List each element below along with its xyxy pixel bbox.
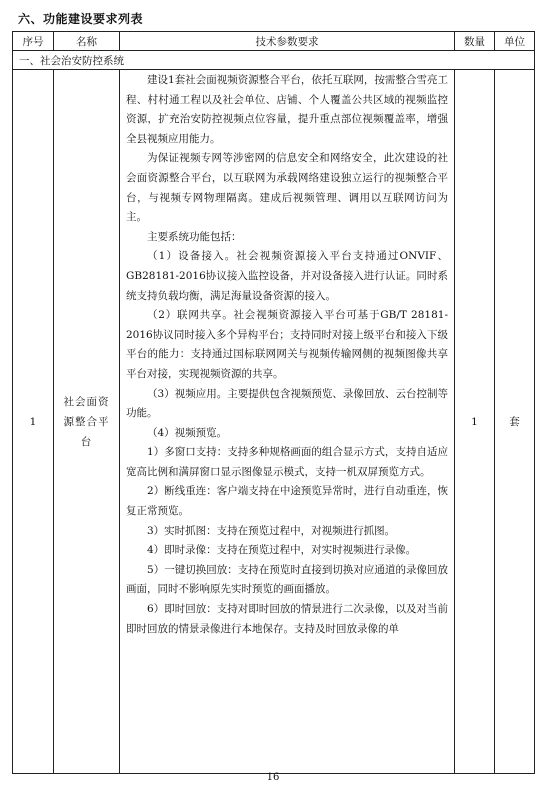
tech-paragraph: 主要系统功能包括： bbox=[147, 230, 242, 243]
section-label: 一、社会治安防控系统 bbox=[13, 51, 535, 70]
header-tech-params: 技术参数要求 bbox=[120, 32, 455, 51]
tech-paragraph: （1）设备接入。社会视频资源接入平台支持通过ONVIF、GB28181-2016协议接入监控设备，并对设备接入进行认证。同时系统支持负载均衡，满足海量设备资源的接入。 bbox=[126, 250, 448, 302]
tech-paragraph: 2）断线重连：客户端支持在中途预览异常时，进行自动重连，恢复正常预览。 bbox=[126, 485, 448, 518]
row-tech-params bbox=[120, 70, 455, 774]
tech-paragraph: 6）即时回放：支持对即时回放的情景进行二次录像，以及对当前即时回放的情景录像进行本地保存。支持及时回放录像的单 bbox=[126, 603, 448, 635]
row-unit: 套 bbox=[495, 70, 535, 774]
header-unit: 单位 bbox=[495, 32, 535, 51]
row-index: 1 bbox=[13, 70, 54, 774]
tech-paragraph: （2）联网共享。社会视频资源接入平台可基于GB/T 28181-2016协议同时接入多个异构平台；支持同时对接上级平台和接入下级平台的能力：支持通过国标联网网关与视频传输网侧的视频图像共享平台对接，实现视频资源的共享。 bbox=[126, 309, 448, 380]
header-quantity: 数量 bbox=[455, 32, 495, 51]
section-row bbox=[13, 51, 535, 70]
tech-paragraph: （3）视频应用。主要提供包含视频预览、录像回放、云台控制等功能。 bbox=[126, 387, 448, 420]
table-header-row bbox=[13, 32, 535, 51]
table-row bbox=[13, 70, 535, 774]
tech-paragraph: 3）实时抓图：支持在预览过程中，对视频进行抓图。 bbox=[147, 524, 396, 537]
row-quantity: 1 bbox=[455, 70, 495, 774]
header-name: 名称 bbox=[54, 32, 120, 51]
row-name: 社会面资源整合平台 bbox=[54, 70, 120, 774]
tech-paragraph: 建设1套社会面视频资源整合平台，依托互联网，按需整合雪亮工程、村村通工程以及社会单位、店铺、个人覆盖公共区域的视频监控资源，扩充治安防控视频点位容量，提升重点部位视频覆盖率，增强全县视频应用能力。 bbox=[126, 74, 448, 145]
section-heading: 六、功能建设要求列表 bbox=[18, 12, 144, 26]
page-number: 16 bbox=[266, 772, 280, 783]
tech-paragraph: 4）即时录像：支持在预览过程中，对实时视频进行录像。 bbox=[147, 544, 417, 557]
requirements-table bbox=[12, 31, 535, 774]
header-index: 序号 bbox=[13, 32, 54, 51]
tech-paragraph: （4）视频预览。 bbox=[147, 426, 228, 439]
tech-paragraph: 为保证视频专网等涉密网的信息安全和网络安全，此次建设的社会面资源整合平台，以互联网为承载网络建设独立运行的视频整合平台，与视频专网物理隔离。建成后视频管理、调用以互联网访问为主。 bbox=[126, 152, 448, 224]
tech-paragraph: 1）多窗口支持：支持多种规格画面的组合显示方式，支持自适应宽高比例和满屏窗口显示图像显示模式，支持一机双屏预览方式。 bbox=[126, 446, 448, 478]
tech-paragraph: 5）一键切换回放：支持在预览时直接到切换对应通道的录像回放画面，同时不影响原先实时预览的画面播放。 bbox=[126, 563, 448, 596]
